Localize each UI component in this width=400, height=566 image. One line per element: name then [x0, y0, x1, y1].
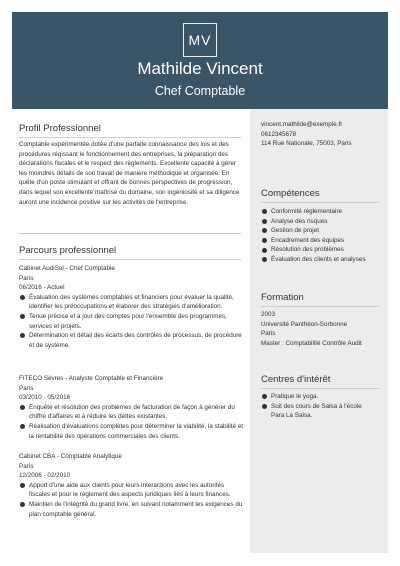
interest-item: Pratique le yoga. [261, 392, 371, 402]
education-city: Paris [261, 330, 276, 338]
sidebar [250, 109, 388, 553]
job-city: Paris [19, 462, 34, 470]
job-bullet: Maintien de l'intégrité du grand livre, en suivant notamment les exigences du plan comptable général. [19, 500, 243, 519]
job-bullets [19, 481, 243, 519]
job-dates: 12/2006 - 02/2010 [19, 472, 71, 480]
education-block [261, 310, 386, 348]
skill-item: Gestion de projet [261, 226, 386, 236]
education-heading: Formation [261, 292, 304, 303]
job-bullet: Évaluation des systèmes comptables et financiers pour évaluer la qualité, identifier les préoccupations et élaborer des stratégies d'amélioration. [19, 293, 243, 312]
contact-address: 114 Rue Nationale, 75003, Paris [261, 140, 352, 148]
contact-phone: 0612345678 [261, 130, 297, 138]
experience-entry [19, 264, 243, 350]
section-divider [19, 233, 241, 234]
experience-entry [19, 452, 243, 519]
interests-list [261, 392, 371, 421]
profile-text: Comptable expérimentée dotée d'une parfaite connaissance des lois et des procédures régissant le fonctionnement des entreprises, la préparation des déclarations fiscales et le respect des règlements. Excellente capacité à gérer les moindres détails de son travail de manière méthodique et organisée. En quête d'un poste stimulant et offrant de bonnes perspectives de progression, dans lequel son excellente maîtrise du domaine, son ingéniosité et sa diligence auront une incidence positive sur les activités de l'entreprise. [19, 141, 240, 206]
education-school: Université Panthéon-Sorbonne [261, 320, 348, 328]
experience-divider [19, 259, 241, 260]
skills-list [261, 207, 386, 265]
skill-item: Encadrement des équipes [261, 236, 386, 246]
skill-item: Résolution des problèmes [261, 245, 386, 255]
contact-block [261, 120, 385, 149]
job-title: FITECO Sèvres - Analyste Comptable et Financière [19, 375, 164, 382]
experience-heading: Parcours professionnel [19, 245, 117, 256]
skill-item: Analyse des risques [261, 217, 386, 227]
interest-item: Suit des cours de Salsa à l'école Para La Salsa. [261, 402, 371, 421]
experience-entry [19, 374, 243, 441]
job-bullet: Tenue précise et à jour des comptes pour l'ensemble des programmes, services et projets. [19, 312, 243, 331]
resume-header [12, 12, 388, 109]
contact-email: vincent.mathilde@exemple.fr [261, 121, 343, 128]
job-bullets [19, 403, 243, 441]
skill-item: Conformité réglementaire [261, 207, 386, 217]
candidate-title: Chef Comptable [154, 84, 246, 98]
profile-divider [19, 137, 241, 138]
job-title: Cabinet AudiSol - Chef Comptable [19, 265, 115, 272]
job-bullet: Réalisation d'évaluations complètes pour déterminer la viabilité, la stabilité et la rentabilité des opérations commerciales des clients. [19, 422, 243, 441]
skills-divider [261, 202, 379, 203]
resume-page [12, 12, 388, 553]
education-degree: Master : Comptabilité Contrôle Audit [261, 339, 362, 347]
job-city: Paris [19, 274, 34, 282]
job-bullet: Enquête et résolution des problèmes de facturation de façon à générer du chiffre d'affaires et à réduire les dettes existantes. [19, 403, 243, 422]
job-bullet: Détermination et détail des écarts des contrôles de processus, de procédure et de système. [19, 331, 243, 350]
interests-divider [261, 388, 379, 389]
job-city: Paris [19, 384, 34, 392]
interests-heading: Centres d'intérêt [261, 374, 331, 385]
job-dates: 03/2010 - 05/2016 [19, 394, 71, 402]
initials-monogram: MV [183, 23, 217, 57]
skill-item: Évaluation des clients et analyses [261, 255, 386, 265]
job-title: Cabinet CBA - Comptable Analytique [19, 453, 122, 460]
job-bullet: Apport d'une aide aux clients pour leurs interactions avec les autorités fiscales et pour le règlement des aspects juridiques liés à leurs finances. [19, 481, 243, 500]
education-year: 2003 [261, 311, 276, 318]
candidate-name: Mathilde Vincent [137, 59, 263, 78]
profile-heading: Profil Professionnel [19, 123, 101, 134]
education-divider [261, 306, 379, 307]
skills-heading: Compétences [261, 188, 320, 199]
job-bullets [19, 293, 243, 351]
job-dates: 06/2016 - Actuel [19, 284, 65, 292]
